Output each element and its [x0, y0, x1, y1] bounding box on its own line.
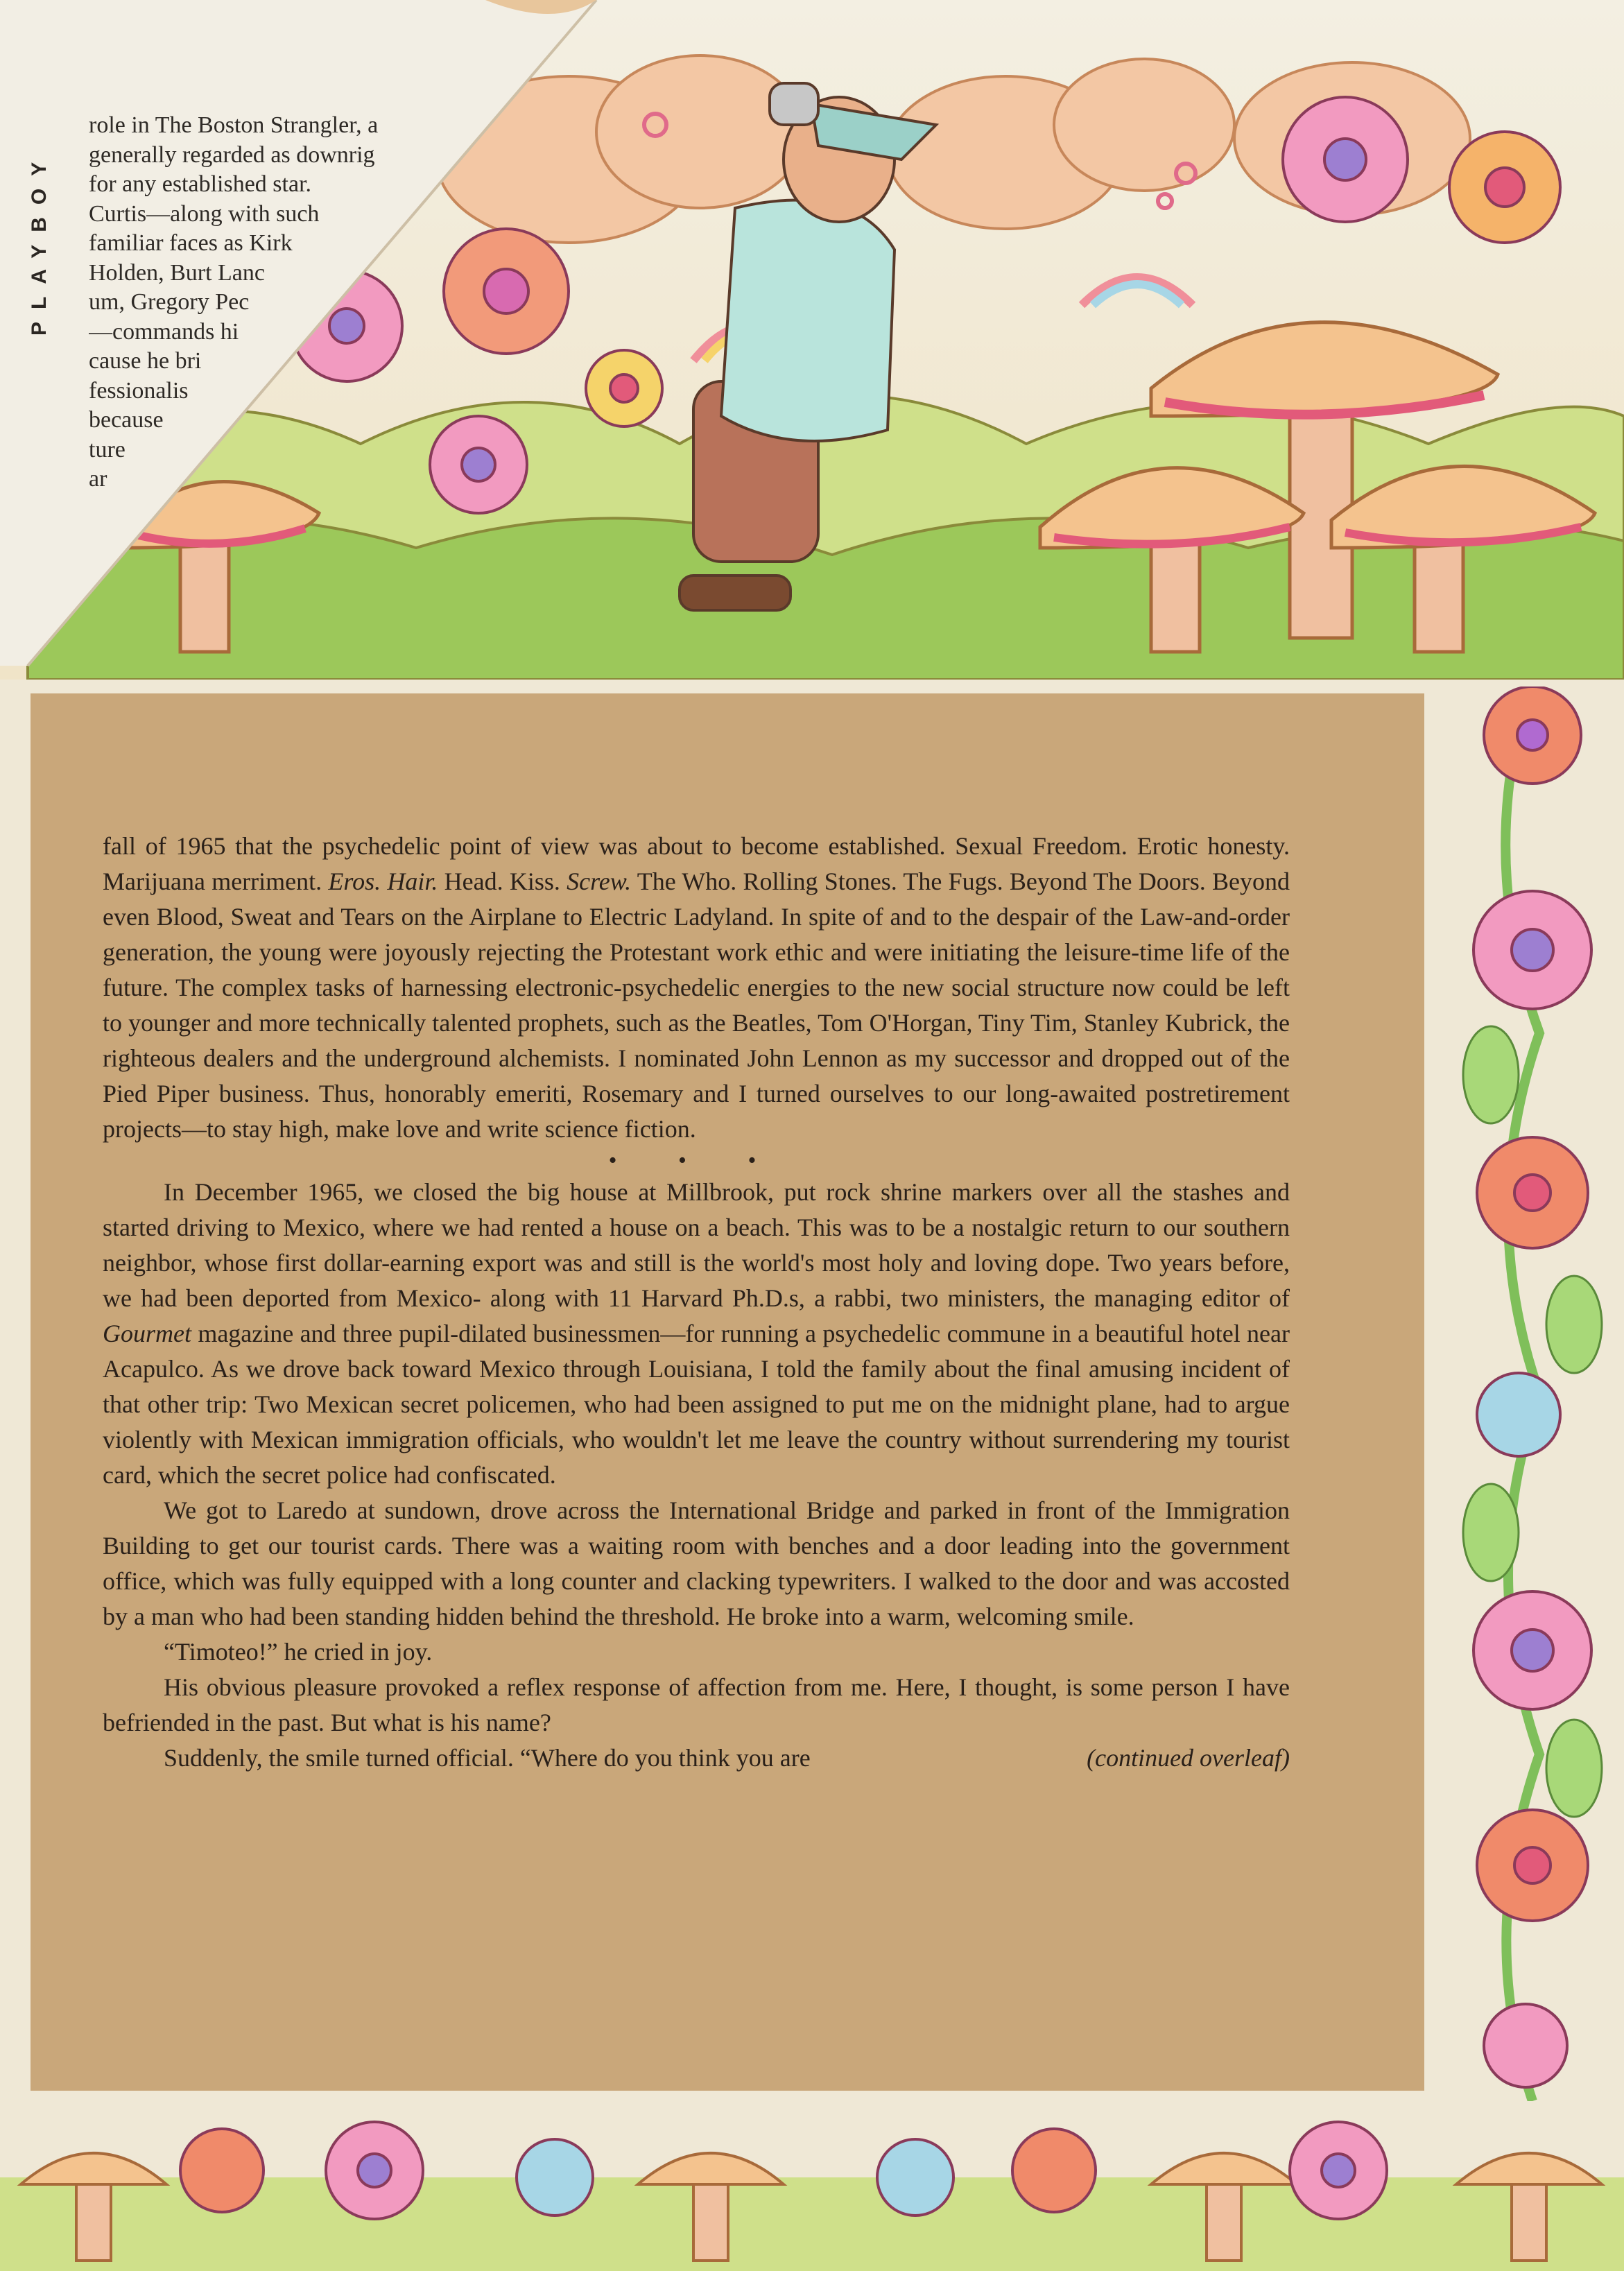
paragraph: His obvious pleasure provoked a reflex response of affection from me. Here, I thought, is some person I have befriended in the past. But what is his name?	[103, 1673, 1290, 1736]
floral-border-right	[1435, 687, 1624, 2101]
fold-line: —commands hi	[89, 318, 239, 345]
fold-line: generally regarded as downrig	[89, 141, 375, 168]
fold-line: Curtis—along with such	[89, 200, 320, 227]
paragraph: We got to Laredo at sundown, drove across the International Bridge and parked in front of the Immigration Building to get our tourist cards. There was a waiting room with benches and a door leading into the government office, which was fully equipped with a long counter and clacking typewriters. I walked to the door and was accosted by a man who had been standing hidden behind the threshold. He broke into a warm, welcoming smile.	[103, 1496, 1290, 1630]
fold-line: cause he bri	[89, 348, 202, 374]
fold-line: ar	[89, 466, 107, 492]
fold-line: familiar faces as Kirk	[89, 230, 293, 256]
fold-line: for any established star.	[89, 171, 312, 197]
paragraph: In December 1965, we closed the big house at Millbrook, put rock shrine markers over all the stashes and started driving to Mexico, where we had rented a house on a beach. This was to be a nostalgic return to our southern neighbor, whose first dollar-earning export was and still is the world's most holy and loving dope. Two years before, we had been deported from Mexico- along with 11 Harvard Ph.D.s, a rabbi, two ministers, the managing editor of Gourmet magazine and three pupil-dilated businessmen—for running a psychedelic commune in a beautiful hotel near Acapulco. As we drove back toward Mexico through Louisiana, I told the family about the final amusing incident of that other trip: Two Mexican secret policemen, who had been assigned to put me on the midnight plane, had to argue violently with Mexican immigration officials, who wouldn't let me leave the country without surrendering my tourist card, which the secret police had confiscated.	[103, 1178, 1290, 1489]
fold-line: ture	[89, 436, 126, 463]
section-separator: • • •	[608, 1148, 784, 1173]
folded-page-text	[89, 111, 477, 555]
article-body	[103, 829, 1290, 1776]
fold-line: um, Gregory Pec	[89, 289, 250, 315]
paragraph: “Timoteo!” he cried in joy.	[164, 1638, 433, 1666]
fold-line: because	[89, 407, 164, 433]
paragraph: Suddenly, the smile turned official. “Where do you think you are (continued overleaf)	[103, 1741, 1290, 1776]
magazine-spine-label: PLAYBOY	[28, 149, 51, 336]
paragraph: fall of 1965 that the psychedelic point of view was about to become established. Sexual Freedom. Erotic honesty. Marijuana merriment. Eros. Hair. Head. Kiss. Screw. The Who. Rolling Stones. The Fugs. Beyond The Doors. Beyond even Blood, Sweat and Tears on the Airplane to Electric Ladyland. In spite of and to the despair of the Law-and-order generation, the young were joyously rejecting the Protestant work ethic and were initiating the leisure-time life of the future. The complex tasks of harnessing electronic-psychedelic energies to the new social structure now could be left to younger and more technically talented prophets, such as the Beatles, Tom O'Horgan, Tiny Tim, Stanley Kubrick, the righteous dealers and the underground alchemists. I nominated John Lennon as my successor and dropped out of the Pied Piper business. Thus, honorably emeriti, Rosemary and I turned ourselves to our long-awaited postretirement projects—to stay high, make love and write science fiction.	[103, 832, 1290, 1143]
continued-overleaf: (continued overleaf)	[1087, 1744, 1290, 1772]
fold-line: role in The Boston Strangler, a	[89, 112, 379, 138]
floral-border-bottom	[0, 2094, 1624, 2271]
fold-line: Holden, Burt Lanc	[89, 259, 265, 286]
fold-line: fessionalis	[89, 377, 189, 404]
